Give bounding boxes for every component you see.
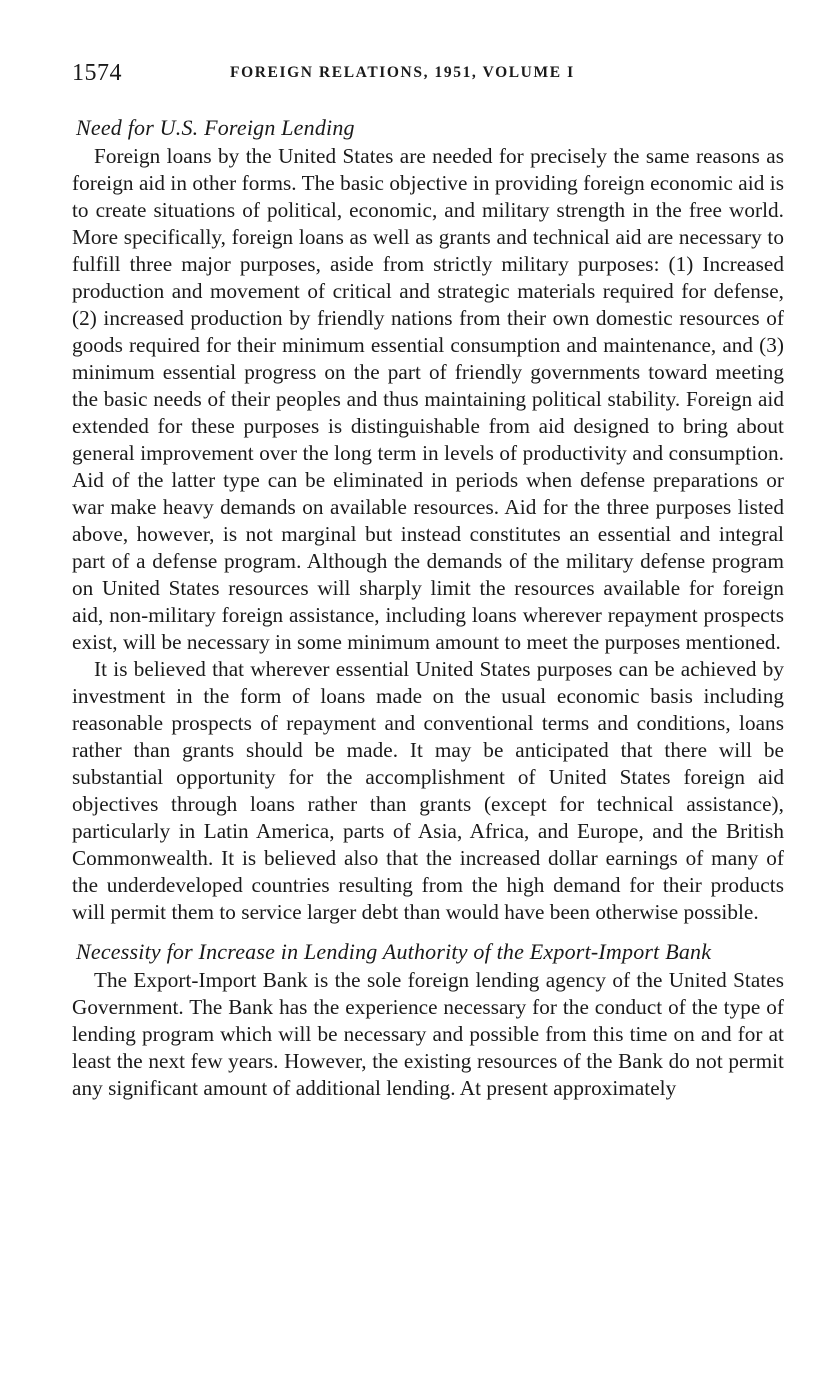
body-paragraph: Foreign loans by the United States are needed for precisely the same reasons as foreign aid in other forms. The basic objective in providing foreign economic aid is to create situations of political, economic, and military strength in the free world. More specifically, foreign loans as well as grants and technical aid are necessary to fulfill three major purposes, aside from strictly military purposes: (1) Increased production and movement of critical and strategic materials required for defense, (2) increased production by friendly nations from their own domestic resources of goods required for their minimum essential consumption and maintenance, and (3) minimum essential progress on the part of friendly governments toward meeting the basic needs of their peoples and thus maintaining political stability. Foreign aid extended for these purposes is distinguishable from aid designed to bring about general improvement over the long term in levels of productivity and consumption. Aid of the latter type can be eliminated in periods when defense preparations or war make heavy demands on available resources. Aid for the three purposes listed above, however, is not marginal but instead constitutes an essential and integral part of a defense program. Although the demands of the military defense program on United States resources will sharply limit the resources available for foreign aid, non-military foreign assistance, including loans wherever repayment prospects exist, will be necessary in some minimum amount to meet the purposes mentioned. [72, 144, 784, 654]
section-heading: Need for U.S. Foreign Lending [76, 115, 355, 140]
running-title: FOREIGN RELATIONS, 1951, VOLUME I [230, 64, 575, 81]
document-page [72, 60, 784, 1102]
section-export-import-bank [72, 938, 784, 1102]
page-number: 1574 [72, 60, 122, 86]
section-heading: Necessity for Increase in Lending Authority of the Export-Import Bank [76, 939, 712, 964]
body-paragraph: It is believed that wherever essential United States purposes can be achieved by investment in the form of loans made on the usual economic basis including reasonable prospects of repayment and conventional terms and conditions, loans rather than grants should be made. It may be anticipated that there will be substantial opportunity for the accomplishment of United States foreign aid objectives through loans rather than grants (except for technical assistance), particularly in Latin America, parts of Asia, Africa, and Europe, and the British Commonwealth. It is believed also that the increased dollar earnings of many of the underdeveloped countries resulting from the high demand for their products will permit them to service larger debt than would have been otherwise possible. [72, 657, 784, 924]
body-paragraph: The Export-Import Bank is the sole foreign lending agency of the United States Government. The Bank has the experience necessary for the conduct of the type of lending program which will be necessary and possible from this time on and for at least the next few years. However, the existing resources of the Bank do not permit any significant amount of additional lending. At present approximately [72, 968, 784, 1100]
running-header [72, 60, 784, 96]
section-foreign-lending [72, 114, 784, 926]
